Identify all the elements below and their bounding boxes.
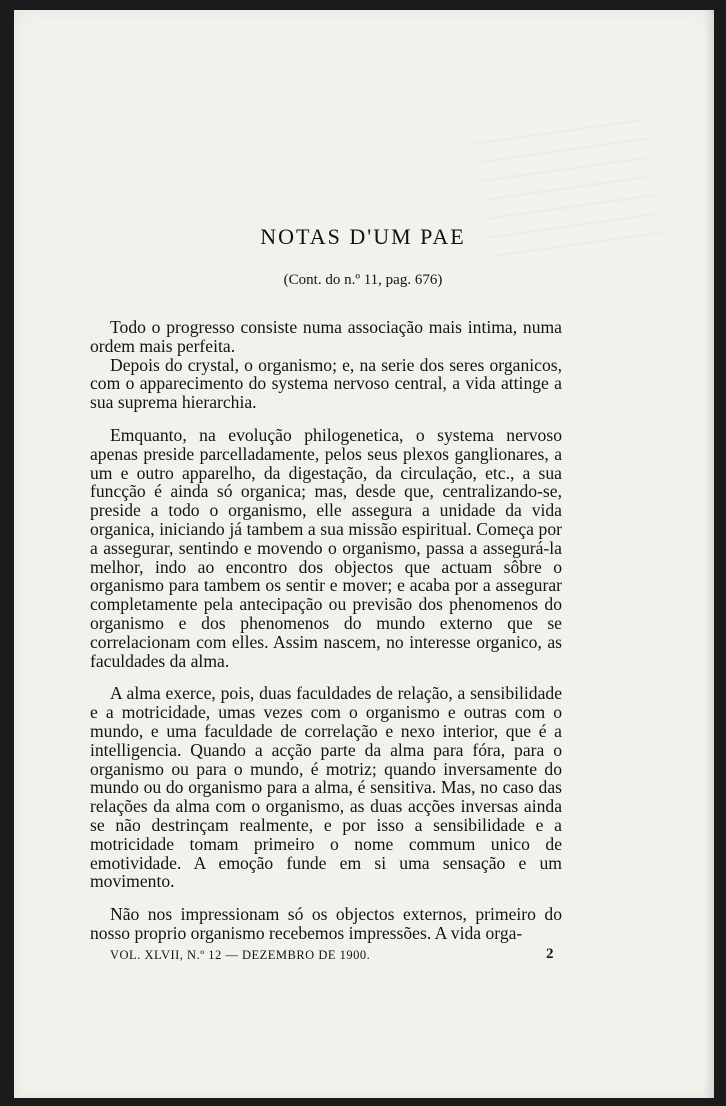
page-edge-shadow bbox=[704, 10, 714, 1098]
page-footer bbox=[110, 948, 560, 963]
paragraph: Todo o progresso consiste numa associação mais intima, numa ordem mais perfeita. bbox=[90, 317, 562, 356]
document-body bbox=[90, 318, 562, 943]
volume-line: VOL. XLVII, N.º 12 — DEZEMBRO DE 1900. bbox=[110, 948, 371, 962]
paragraph: Não nos impressionam só os objectos externos, primeiro do nosso proprio organismo recebemos impressões. A vida orga- bbox=[90, 904, 562, 943]
document-title: NOTAS D'UM PAE bbox=[260, 224, 466, 249]
paragraph: A alma exerce, pois, duas faculdades de relação, a sensibilidade e a motricidade, umas vezes com o organismo e outras com o mundo, e uma faculdade de correlação e nexo interior, que é a intelligencia. Quando a acção parte da alma para fóra, para o organismo ou para o mundo, é motriz; quando inversamente do mundo ou do organismo para a alma, é sensitiva. Mas, no caso das relações da alma com o organismo, as duas acções inversas ainda se não destrinçam realmente, e por isso a sensibilidade e a motricidade tomam primeiro o nome commum unico de emotividade. A emoção funde em si uma sensação e um movimento. bbox=[90, 683, 562, 892]
document-subtitle: (Cont. do n.º 11, pag. 676) bbox=[283, 272, 443, 288]
signature-mark: 2 bbox=[546, 946, 554, 962]
paragraph: Depois do crystal, o organismo; e, na serie dos seres organicos, com o apparecimento do systema nervoso central, a vida attinge a sua suprema hierarchia. bbox=[90, 354, 562, 413]
paragraph: Emquanto, na evolução philogenetica, o systema nervoso apenas preside parcelladamente, pelos seus plexos ganglionares, a um e outro apparelho, da digestação, da circulação, etc., a sua funcção é ainda só organica; mas, desde que, centralizando-se, preside a todo o organismo, elle assegura a unidade da vida organica, iniciando já tambem a sua missão espiritual. Começa por a assegurar, sentindo e movendo o organismo, passa a assegurá-la melhor, indo ao encontro dos objectos que actuam sôbre o organismo para tambem os sentir e mover; e acaba por a assegurar completamente pela antecipação ou previsão dos phenomenos do organismo e dos phenomenos do mundo externo que se correlacionam com elles. Assim nascem, no interesse organico, as faculdades da alma. bbox=[90, 424, 562, 671]
